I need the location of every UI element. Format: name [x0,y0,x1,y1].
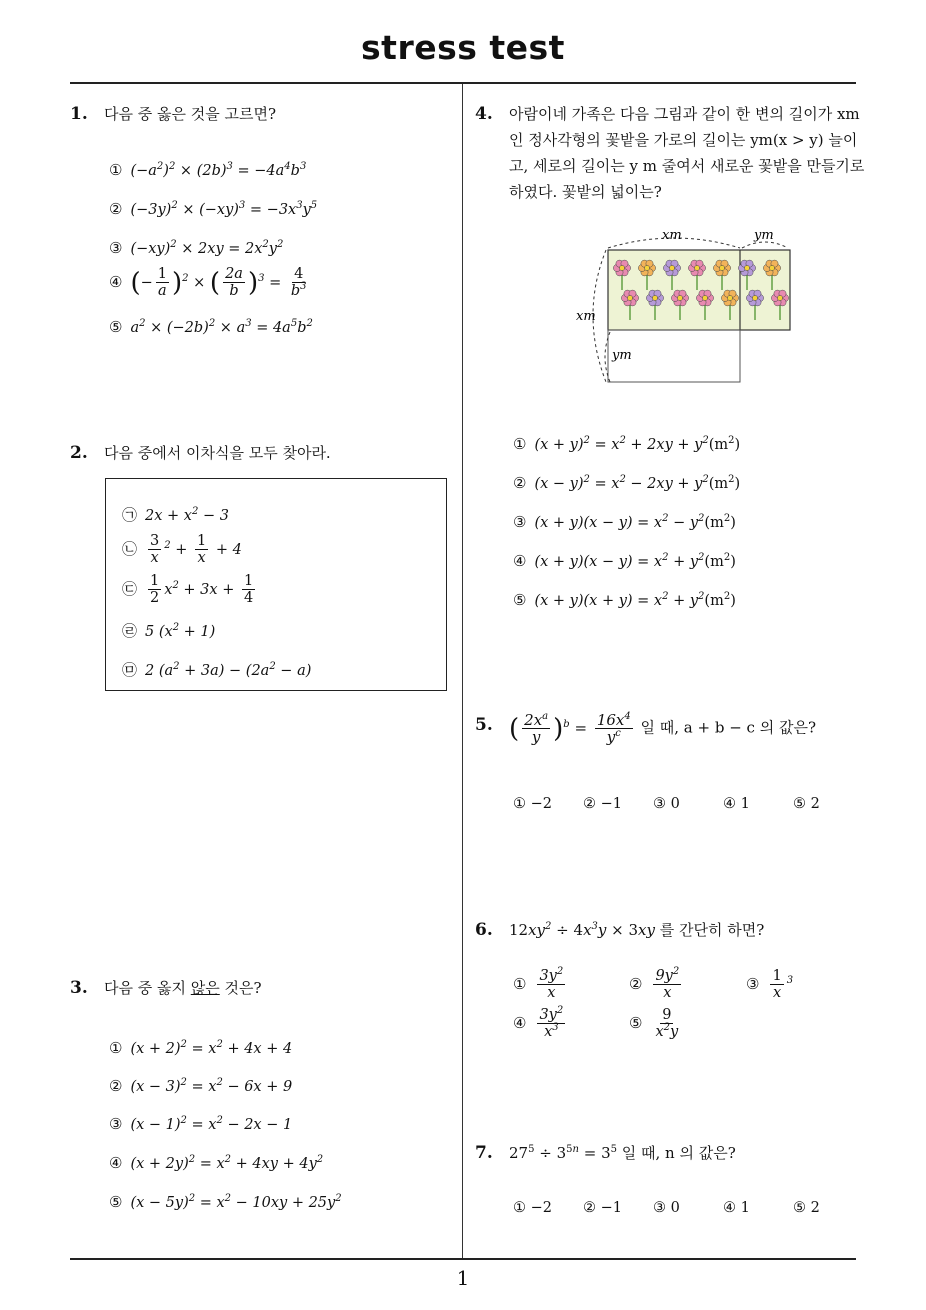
garden-figure [560,220,820,390]
question-number: 5. [475,715,493,735]
choice-1[interactable]: ① −2 [513,1200,552,1216]
flower-center [619,265,624,270]
flower-center [702,295,707,300]
choice-3[interactable]: ③ 0 [653,796,680,812]
question-number: 4. [475,104,493,124]
question-2 [70,440,450,466]
choice-2[interactable]: ② $(x - y)^2 = x^2 - 2xy + y^2(m^2)$ [513,474,741,492]
question-1 [70,101,450,127]
bottom-divider [70,1258,856,1260]
choice-2[interactable]: ② $\frac{9y^2}{x}$ [629,966,680,1001]
choice-1[interactable]: ① −2 [513,796,552,812]
label-left-x: xm [576,309,596,324]
question-6 [475,917,867,943]
flower-center [669,265,674,270]
flower-center [627,295,632,300]
choice-5[interactable]: ⑤ 2 [793,1200,820,1216]
question-4 [475,101,867,205]
choice-2[interactable]: ② −1 [583,1200,622,1216]
choice-4[interactable]: ④ $(x + y)(x - y) = x^2 + y^2(m^2)$ [513,552,736,570]
question-7 [475,1140,867,1166]
expression-2[interactable]: ㉡ $\frac{3}{x}$ $^2$ + $\frac{1}{x}$ + 4 [122,533,242,566]
question-text: ( $\frac{2x^a}{y}$ )$^b$ = $\frac{16x^4}{y^c}$ 일 때, a + b − c 의 값은? [509,711,817,746]
page-number: 1 [456,1266,470,1290]
choice-1[interactable]: ① $(x + y)^2 = x^2 + 2xy + y^2(m^2)$ [513,435,741,453]
question-text: 아람이네 가족은 다음 그림과 같이 한 변의 길이가 xm 인 정사각형의 꽃밭을 가로의 길이는 ym(x > y) 늘이 고, 세로의 길이는 y m 줄여서 새로운 꽃밭을 만들기로 하였다. 꽃밭의 넓이는? [509,105,865,201]
choice-4[interactable]: ④ $\frac{3y^2}{x^3}$ [513,1005,564,1040]
choice-4[interactable]: ④ 1 [723,796,750,812]
flower-center [752,295,757,300]
question-number: 2. [70,443,88,463]
choice-math: $a^2 \times (-2b)^2 \times a^3 = 4a^5b^2$ [130,318,313,336]
question-text: 다음 중 옳지 않은 것은? [104,979,262,997]
choice-1[interactable]: ① $(-a^2)^2 \times (2b)^3 = -4a^4b^3$ [109,161,307,179]
flower-center [677,295,682,300]
label-left-y: ym [612,348,632,363]
flower-center [777,295,782,300]
question-text: $27^5 \div 3^{5n} = 3^5$ 일 때, n 의 값은? [509,1144,736,1162]
choice-math: $(-a^2)^2 \times (2b)^3 = -4a^4b^3$ [130,161,307,179]
expression-1[interactable]: ㉠ $2x + x^2 - 3$ [122,506,229,524]
question-equation: ( $\frac{2x^a}{y}$ )$^b$ = $\frac{16x^4}{y^c}$ [509,711,631,746]
choice-3[interactable]: ③ $(x - 1)^2 = x^2 - 2x - 1$ [109,1115,293,1133]
column-divider [462,84,463,1260]
flower-center [644,265,649,270]
question-text: $12xy^2 \div 4x^3y \times 3xy$ 를 간단히 하면? [509,921,765,939]
flower-center [744,265,749,270]
choice-3[interactable]: ③ $\frac{1}{x}$ $^3$ [746,968,794,1001]
question-text: 다음 중 옳은 것을 고르면? [104,105,277,123]
question-text: 다음 중에서 이차식을 모두 찾아라. [104,444,331,462]
page-title: stress test [361,28,565,67]
choice-5[interactable]: ⑤ $(x + y)(x + y) = x^2 + y^2(m^2)$ [513,591,736,609]
question-number: 6. [475,920,493,940]
flower-center [719,265,724,270]
expression-4[interactable]: ㉣ 5 $(x^2 + 1)$ [122,622,216,640]
choice-5[interactable]: ⑤ $(x - 5y)^2 = x^2 - 10xy + 25y^2$ [109,1193,342,1211]
question-5 [475,712,867,745]
expression-3[interactable]: ㉢ $\frac{1}{2}$ $x^2 + 3x$ + $\frac{1}{4}$ [122,573,254,606]
choice-math: $(-3y)^2 \times (-xy)^3 = -3x^3y^5$ [130,200,318,218]
choice-math: (− $\frac{1}{a}$ )$^2$ × ( $\frac{2a}{b}$ )$^3$ = $\frac{4}{b^3}$ [130,266,307,299]
choice-3[interactable]: ③ $(x + y)(x - y) = x^2 - y^2(m^2)$ [513,513,736,531]
question-equation: $12xy^2 \div 4x^3y \times 3xy$ [509,921,655,939]
label-top-y: ym [754,228,774,243]
question-number: 1. [70,104,88,124]
choice-4[interactable]: ④ 1 [723,1200,750,1216]
question-equation: $27^5 \div 3^{5n} = 3^5$ [509,1144,617,1162]
choice-1[interactable]: ① $\frac{3y^2}{x}$ [513,966,564,1001]
choice-2[interactable]: ② −1 [583,796,622,812]
choice-4[interactable]: ④ (− $\frac{1}{a}$ )$^2$ × ( $\frac{2a}{b}$ )$^3$ = $\frac{4}{b^3}$ [109,266,312,299]
question-3 [70,975,450,1001]
flower-center [652,295,657,300]
question-number: 7. [475,1143,493,1163]
choice-4[interactable]: ④ $(x + 2y)^2 = x^2 + 4xy + 4y^2$ [109,1154,324,1172]
label-top-x: xm [662,228,682,243]
choice-5[interactable]: ⑤ $a^2 \times (-2b)^2 \times a^3 = 4a^5b^2$ [109,318,313,336]
choice-3[interactable]: ③ $(-xy)^2 \times 2xy = 2x^2y^2$ [109,239,284,257]
choice-1[interactable]: ① $(x + 2)^2 = x^2 + 4x + 4$ [109,1039,293,1057]
question-number: 3. [70,978,88,998]
choice-2[interactable]: ② $(-3y)^2 \times (-xy)^3 = -3x^3y^5$ [109,200,318,218]
choice-2[interactable]: ② $(x - 3)^2 = x^2 - 6x + 9$ [109,1077,293,1095]
choice-5[interactable]: ⑤ 2 [793,796,820,812]
flower-center [769,265,774,270]
choice-math: $(-xy)^2 \times 2xy = 2x^2y^2$ [130,239,284,257]
expression-5[interactable]: ㉤ 2 $(a^2 + 3a) - (2a^2 - a)$ [122,661,312,679]
flower-center [727,295,732,300]
flower-center [694,265,699,270]
choice-5[interactable]: ⑤ $\frac{9}{x^2y}$ [629,1007,679,1040]
choice-3[interactable]: ③ 0 [653,1200,680,1216]
